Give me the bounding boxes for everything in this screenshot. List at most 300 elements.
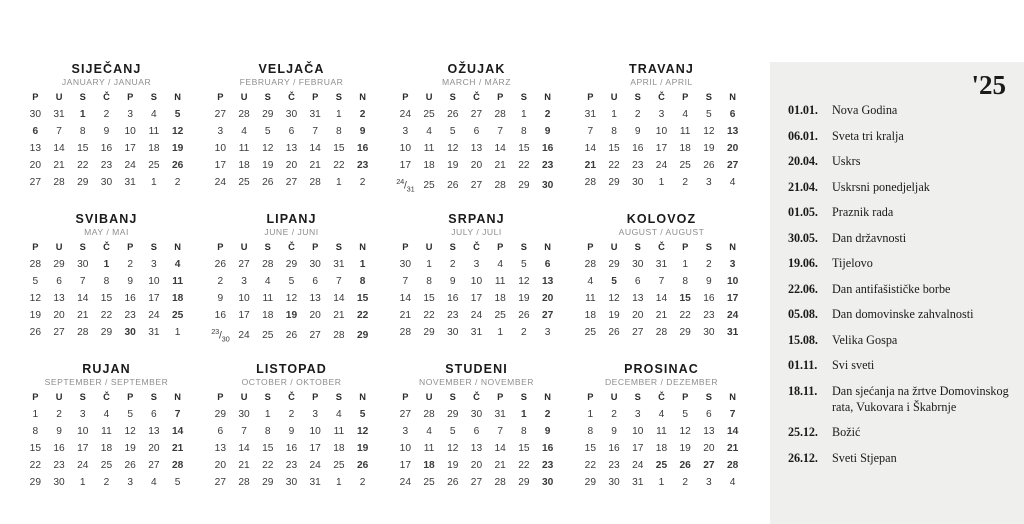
day-cell[interactable]: 4 <box>682 108 688 120</box>
day-cell[interactable]: 22 <box>423 310 435 322</box>
day-cell[interactable]: 2 <box>174 177 181 189</box>
day-cell[interactable]: 31 <box>309 108 321 120</box>
day-cell[interactable]: 24 <box>148 310 160 322</box>
day-cell[interactable]: 25 <box>148 160 160 172</box>
day-cell[interactable]: 8 <box>426 275 432 287</box>
day-cell[interactable]: 26 <box>608 327 620 339</box>
day-cell[interactable]: 28 <box>238 477 250 489</box>
day-cell[interactable]: 19 <box>608 310 620 322</box>
day-cell[interactable]: 11 <box>101 425 112 437</box>
day-cell[interactable]: 19 <box>679 442 691 454</box>
day-cell[interactable]: 2 <box>611 408 617 420</box>
day-cell[interactable]: 18 <box>148 142 160 154</box>
day-cell[interactable]: 25 <box>100 460 113 472</box>
day-cell[interactable]: 11 <box>656 425 667 437</box>
day-cell[interactable]: 5 <box>706 108 712 120</box>
day-cell[interactable]: 1 <box>103 258 110 270</box>
day-cell[interactable]: 24 <box>632 460 644 472</box>
day-cell[interactable]: 22 <box>77 160 89 172</box>
day-cell[interactable]: 30 <box>309 258 321 270</box>
day-cell[interactable]: 16 <box>608 442 620 454</box>
day-cell[interactable]: 4 <box>174 258 181 270</box>
day-cell[interactable]: 26 <box>124 460 136 472</box>
day-cell[interactable]: 3 <box>402 125 409 137</box>
day-cell[interactable]: 23 <box>608 460 620 472</box>
day-cell[interactable]: 12 <box>262 142 274 154</box>
day-cell[interactable]: 19 <box>703 142 715 154</box>
day-cell[interactable]: 13 <box>726 125 739 137</box>
day-cell[interactable]: 21 <box>309 160 321 172</box>
day-cell[interactable]: 6 <box>32 125 39 137</box>
day-cell[interactable]: 25 <box>238 177 250 189</box>
day-cell[interactable]: 10 <box>77 425 89 437</box>
day-cell[interactable]: 30 <box>541 180 554 192</box>
day-cell[interactable]: 27 <box>726 160 739 172</box>
day-cell[interactable]: 28 <box>29 258 42 270</box>
day-cell[interactable]: 28 <box>584 177 597 189</box>
day-cell[interactable]: 16 <box>53 442 65 454</box>
day-cell[interactable]: 31 <box>584 108 597 120</box>
day-cell[interactable]: 17 <box>77 442 89 454</box>
day-cell[interactable]: 25 <box>262 330 274 342</box>
day-cell[interactable]: 9 <box>544 125 551 137</box>
day-cell[interactable]: 31 <box>53 108 65 120</box>
day-cell[interactable]: 8 <box>336 125 342 137</box>
day-cell[interactable]: 23 <box>100 160 113 172</box>
day-cell[interactable]: 23 <box>285 460 298 472</box>
day-cell[interactable]: 1 <box>336 477 342 489</box>
day-cell[interactable]: 19 <box>124 442 136 454</box>
day-cell[interactable]: 22 <box>518 460 530 472</box>
day-cell[interactable]: 8 <box>682 275 688 287</box>
day-cell[interactable]: 20 <box>285 160 298 172</box>
day-cell[interactable]: 22 <box>100 310 113 322</box>
day-cell[interactable]: 12 <box>124 425 136 437</box>
day-cell[interactable]: 27 <box>148 460 160 472</box>
day-cell[interactable]: 28 <box>494 180 506 192</box>
day-cell[interactable]: 30 <box>53 477 65 489</box>
day-cell[interactable]: 8 <box>359 275 366 287</box>
day-cell[interactable]: 22 <box>356 310 369 322</box>
day-cell[interactable]: 12 <box>171 125 184 137</box>
day-cell[interactable]: 8 <box>521 125 527 137</box>
day-cell[interactable]: 22 <box>333 160 345 172</box>
day-cell[interactable]: 14 <box>77 292 89 304</box>
day-cell[interactable]: 1 <box>521 408 527 420</box>
day-cell[interactable]: 6 <box>56 275 62 287</box>
day-cell[interactable]: 10 <box>632 425 644 437</box>
day-cell[interactable]: 20 <box>148 442 160 454</box>
day-cell[interactable]: 20 <box>703 442 715 454</box>
day-cell[interactable]: 20 <box>214 460 227 472</box>
day-cell[interactable]: 8 <box>103 275 110 287</box>
day-cell[interactable]: 28 <box>77 327 89 339</box>
day-cell[interactable]: 2 <box>359 108 366 120</box>
day-cell[interactable]: 29 <box>262 477 274 489</box>
day-cell[interactable]: 28 <box>53 177 65 189</box>
day-cell[interactable]: 24 <box>655 160 668 172</box>
day-cell[interactable]: 10 <box>238 292 250 304</box>
day-cell[interactable]: 29 <box>356 330 369 342</box>
day-cell[interactable]: 11 <box>172 275 183 287</box>
day-cell[interactable]: 24 <box>726 310 739 322</box>
day-cell[interactable]: 11 <box>423 442 435 454</box>
day-cell[interactable]: 7 <box>174 408 181 420</box>
day-cell[interactable]: 2 <box>359 477 366 489</box>
day-cell[interactable]: 6 <box>217 425 224 437</box>
day-cell[interactable]: 28 <box>423 408 435 420</box>
day-cell[interactable]: 20 <box>29 160 42 172</box>
day-cell[interactable]: 7 <box>241 425 247 437</box>
day-cell[interactable]: 20 <box>726 142 739 154</box>
day-cell[interactable]: 30 <box>399 258 412 270</box>
day-cell[interactable]: 5 <box>449 125 456 137</box>
day-cell[interactable]: 19 <box>356 442 369 454</box>
day-cell[interactable]: 6 <box>544 258 551 270</box>
day-cell[interactable]: 16 <box>447 292 459 304</box>
day-cell[interactable]: 27 <box>238 258 250 270</box>
day-cell[interactable]: 25 <box>679 160 691 172</box>
day-cell[interactable]: 26 <box>447 180 459 192</box>
day-cell[interactable]: 5 <box>611 275 617 287</box>
day-cell[interactable]: 16 <box>100 142 113 154</box>
day-cell[interactable]: 1 <box>336 177 342 189</box>
day-cell[interactable]: 28 <box>333 330 345 342</box>
day-cell[interactable]: 1 <box>497 327 503 339</box>
day-cell[interactable]: 2 <box>127 258 133 270</box>
day-cell[interactable]: 10 <box>309 425 321 437</box>
day-cell[interactable]: 11 <box>494 275 506 287</box>
day-cell[interactable]: 22 <box>262 460 274 472</box>
day-cell[interactable]: 25 <box>655 460 668 472</box>
day-cell[interactable]: 5 <box>264 125 271 137</box>
day-cell[interactable]: 18 <box>100 442 113 454</box>
day-cell[interactable]: 12 <box>285 292 298 304</box>
day-cell[interactable]: 12 <box>447 142 459 154</box>
day-cell[interactable]: 21 <box>171 442 184 454</box>
day-cell[interactable]: 10 <box>148 275 160 287</box>
day-cell[interactable]: 26 <box>171 160 184 172</box>
day-cell[interactable]: 14 <box>584 142 597 154</box>
day-cell[interactable]: 22 <box>29 460 42 472</box>
day-cell[interactable]: 2 <box>217 275 224 287</box>
day-cell[interactable]: 15 <box>518 442 530 454</box>
day-cell[interactable]: 23 <box>124 310 136 322</box>
day-cell[interactable]: 10 <box>124 125 136 137</box>
day-cell[interactable]: 18 <box>171 292 184 304</box>
day-cell[interactable]: 1 <box>32 408 39 420</box>
day-cell[interactable]: 26 <box>518 310 530 322</box>
day-cell[interactable]: 22 <box>584 460 597 472</box>
day-cell[interactable]: 21 <box>77 310 89 322</box>
day-cell[interactable]: 29 <box>214 408 227 420</box>
day-cell[interactable]: 8 <box>32 425 39 437</box>
day-cell[interactable]: 15 <box>679 292 691 304</box>
day-cell[interactable]: 1 <box>426 258 432 270</box>
day-cell[interactable]: 10 <box>214 142 227 154</box>
day-cell[interactable]: 7 <box>497 425 503 437</box>
day-cell[interactable]: 20 <box>53 310 65 322</box>
day-cell[interactable]: 21 <box>655 310 668 322</box>
day-cell[interactable]: 17 <box>124 142 136 154</box>
day-cell[interactable]: 13 <box>470 142 483 154</box>
day-cell[interactable]: 19 <box>447 160 459 172</box>
day-cell[interactable]: 13 <box>470 442 483 454</box>
day-cell[interactable]: 28 <box>655 327 668 339</box>
day-cell[interactable]: 6 <box>473 425 480 437</box>
day-cell[interactable]: 30 <box>238 408 250 420</box>
day-cell[interactable]: 17 <box>632 442 644 454</box>
day-cell[interactable]: 17 <box>148 292 160 304</box>
day-cell[interactable]: 24 <box>124 160 136 172</box>
day-cell[interactable]: 26 <box>447 108 459 120</box>
day-cell[interactable]: 9 <box>706 275 712 287</box>
day-cell[interactable]: 30 <box>703 327 715 339</box>
day-cell[interactable]: 3 <box>241 275 247 287</box>
day-cell[interactable]: 22 <box>679 310 691 322</box>
day-cell[interactable]: 24 <box>470 310 483 322</box>
day-cell[interactable]: 13 <box>214 442 227 454</box>
day-cell[interactable]: 19 <box>447 460 459 472</box>
day-cell[interactable]: 31 <box>148 327 160 339</box>
day-cell[interactable]: 20 <box>470 160 483 172</box>
day-cell[interactable]: 16 <box>124 292 136 304</box>
day-cell[interactable]: 26 <box>214 258 227 270</box>
day-cell[interactable]: 12 <box>29 292 42 304</box>
day-cell[interactable]: 1 <box>264 408 271 420</box>
day-cell[interactable]: 9 <box>611 425 617 437</box>
day-cell[interactable]: 8 <box>521 425 527 437</box>
day-cell[interactable]: 25 <box>494 310 506 322</box>
day-cell[interactable]: 30 <box>632 177 644 189</box>
day-cell[interactable]: 19 <box>262 160 274 172</box>
day-cell[interactable]: 31 <box>655 258 668 270</box>
day-cell[interactable]: 8 <box>264 425 271 437</box>
day-cell[interactable]: 31 <box>494 408 506 420</box>
day-cell[interactable]: 5 <box>521 258 527 270</box>
day-cell[interactable]: 13 <box>53 292 65 304</box>
day-cell[interactable]: 4 <box>497 258 503 270</box>
day-cell[interactable]: 27 <box>399 408 412 420</box>
day-cell[interactable]: 11 <box>679 125 691 137</box>
day-cell[interactable]: 11 <box>585 292 596 304</box>
day-cell[interactable]: 15 <box>262 442 274 454</box>
day-cell[interactable]: 31 <box>309 477 321 489</box>
day-cell[interactable]: 25 <box>333 460 345 472</box>
day-cell[interactable]: 6 <box>288 125 295 137</box>
day-cell[interactable]: 8 <box>587 425 594 437</box>
day-cell[interactable]: 2 <box>682 477 688 489</box>
day-cell[interactable]: 24 <box>214 177 227 189</box>
day-cell[interactable]: 10 <box>399 442 412 454</box>
day-cell[interactable]: 26 <box>29 327 42 339</box>
day-cell[interactable]: 27 <box>214 477 227 489</box>
day-cell[interactable]: 6 <box>729 108 736 120</box>
day-cell[interactable]: 10 <box>399 142 412 154</box>
day-cell[interactable]: 3 <box>658 108 665 120</box>
day-cell[interactable]: 4 <box>264 275 271 287</box>
day-cell[interactable]: 13 <box>632 292 644 304</box>
day-cell[interactable]: 15 <box>77 142 89 154</box>
day-cell[interactable]: 7 <box>79 275 86 287</box>
day-cell[interactable]: 4 <box>658 408 665 420</box>
day-cell[interactable]: 11 <box>423 142 435 154</box>
day-cell[interactable]: 28 <box>171 460 184 472</box>
day-cell[interactable]: 1 <box>79 108 86 120</box>
day-cell[interactable]: 21 <box>333 310 345 322</box>
day-cell[interactable]: 27 <box>285 177 298 189</box>
day-cell[interactable]: 19 <box>171 142 184 154</box>
day-cell[interactable]: 20 <box>470 460 483 472</box>
day-cell[interactable]: 11 <box>262 292 274 304</box>
day-cell[interactable]: 21 <box>584 160 597 172</box>
day-cell[interactable]: 17 <box>309 442 321 454</box>
day-cell[interactable]: 13 <box>309 292 321 304</box>
day-cell[interactable]: 1 <box>79 477 86 489</box>
day-cell[interactable]: 28 <box>494 108 506 120</box>
day-cell[interactable]: 7 <box>497 125 503 137</box>
day-cell[interactable]: 14 <box>333 292 345 304</box>
day-cell[interactable]: 7 <box>56 125 62 137</box>
day-cell[interactable]: 19 <box>29 310 42 322</box>
day-cell[interactable]: 30 <box>632 258 644 270</box>
day-cell[interactable]: 24 <box>309 460 321 472</box>
day-cell[interactable]: 2 <box>544 108 551 120</box>
day-cell[interactable]: 4 <box>336 408 342 420</box>
day-cell[interactable]: 3 <box>473 258 480 270</box>
day-cell[interactable]: 29 <box>518 180 530 192</box>
day-cell[interactable]: 10 <box>726 275 739 287</box>
day-cell[interactable]: 1 <box>658 177 665 189</box>
day-cell[interactable]: 1 <box>521 108 527 120</box>
day-cell[interactable]: 7 <box>658 275 665 287</box>
day-cell[interactable]: 15 <box>356 292 369 304</box>
day-cell[interactable]: 13 <box>541 275 554 287</box>
day-cell[interactable]: 11 <box>333 425 345 437</box>
day-cell[interactable]: 5 <box>174 108 181 120</box>
day-cell[interactable]: 29 <box>53 258 65 270</box>
day-cell[interactable]: 5 <box>682 408 688 420</box>
day-cell[interactable]: 27 <box>470 477 483 489</box>
day-cell[interactable]: 4 <box>151 108 157 120</box>
day-cell[interactable]: 2 <box>103 108 110 120</box>
day-cell[interactable]: 18 <box>679 142 691 154</box>
day-cell[interactable]: 1 <box>611 108 617 120</box>
day-cell[interactable]: 31 <box>632 477 644 489</box>
day-cell[interactable]: 9 <box>288 425 295 437</box>
day-cell[interactable]: 23 <box>632 160 644 172</box>
day-cell[interactable]: 25 <box>423 477 435 489</box>
day-cell[interactable]: 15 <box>29 442 42 454</box>
day-cell[interactable]: 2 <box>449 258 456 270</box>
day-cell[interactable]: 17 <box>655 142 668 154</box>
day-cell[interactable]: 2 <box>103 477 110 489</box>
day-cell[interactable]: 21 <box>53 160 65 172</box>
day-cell[interactable]: 5 <box>359 408 366 420</box>
day-cell[interactable]: 13 <box>703 425 715 437</box>
day-cell[interactable]: 17 <box>399 160 412 172</box>
day-cell[interactable]: 1 <box>151 177 157 189</box>
day-cell[interactable]: 17 <box>214 160 227 172</box>
day-cell[interactable]: 17 <box>726 292 739 304</box>
day-cell[interactable]: 21 <box>726 442 739 454</box>
day-cell[interactable]: 21 <box>494 460 506 472</box>
day-cell[interactable]: 6 <box>706 408 712 420</box>
day-cell[interactable]: 28 <box>726 460 739 472</box>
day-cell[interactable]: 27 <box>309 330 321 342</box>
day-cell[interactable]: 18 <box>655 442 668 454</box>
day-cell[interactable]: 1 <box>359 258 366 270</box>
day-cell[interactable]: 12 <box>356 425 369 437</box>
day-cell[interactable]: 4 <box>103 408 110 420</box>
day-cell[interactable]: 2 <box>56 408 62 420</box>
day-cell[interactable]: 27 <box>470 180 483 192</box>
day-cell[interactable]: 1 <box>336 108 342 120</box>
day-cell[interactable]: 14 <box>494 142 506 154</box>
day-cell[interactable]: 30 <box>470 408 483 420</box>
day-cell[interactable]: 5 <box>32 275 39 287</box>
day-cell[interactable]: 16 <box>703 292 715 304</box>
day-cell[interactable]: 3 <box>544 327 551 339</box>
day-cell[interactable]: 26 <box>356 460 369 472</box>
day-cell[interactable]: $^{23}/_{30}$ <box>211 327 230 344</box>
day-cell[interactable]: 14 <box>494 442 506 454</box>
day-cell[interactable]: 29 <box>608 177 620 189</box>
day-cell[interactable]: 2 <box>706 258 712 270</box>
day-cell[interactable]: 1 <box>658 477 665 489</box>
day-cell[interactable]: 28 <box>309 177 321 189</box>
day-cell[interactable]: 30 <box>608 477 620 489</box>
day-cell[interactable]: 23 <box>356 160 369 172</box>
day-cell[interactable]: 29 <box>608 258 620 270</box>
day-cell[interactable]: 14 <box>655 292 668 304</box>
day-cell[interactable]: 14 <box>238 442 250 454</box>
day-cell[interactable]: 30 <box>285 477 298 489</box>
day-cell[interactable]: 18 <box>494 292 506 304</box>
day-cell[interactable]: 30 <box>447 327 459 339</box>
day-cell[interactable]: 18 <box>262 310 274 322</box>
day-cell[interactable]: 12 <box>608 292 620 304</box>
day-cell[interactable]: 23 <box>447 310 459 322</box>
day-cell[interactable]: 15 <box>608 142 620 154</box>
day-cell[interactable]: 27 <box>632 327 644 339</box>
day-cell[interactable]: 31 <box>470 327 483 339</box>
day-cell[interactable]: 27 <box>541 310 554 322</box>
day-cell[interactable]: 30 <box>541 477 554 489</box>
day-cell[interactable]: 26 <box>285 330 298 342</box>
day-cell[interactable]: 20 <box>541 292 554 304</box>
day-cell[interactable]: 26 <box>703 160 715 172</box>
day-cell[interactable]: 14 <box>309 142 321 154</box>
day-cell[interactable]: 3 <box>151 258 157 270</box>
day-cell[interactable]: 2 <box>634 108 641 120</box>
day-cell[interactable]: 22 <box>608 160 620 172</box>
day-cell[interactable]: 15 <box>518 142 530 154</box>
day-cell[interactable]: 30 <box>100 177 113 189</box>
day-cell[interactable]: 26 <box>679 460 691 472</box>
day-cell[interactable]: 3 <box>729 258 736 270</box>
day-cell[interactable]: 25 <box>423 180 435 192</box>
day-cell[interactable]: 4 <box>729 177 736 189</box>
day-cell[interactable]: 5 <box>127 408 133 420</box>
day-cell[interactable]: 30 <box>29 108 42 120</box>
day-cell[interactable]: 29 <box>77 177 89 189</box>
day-cell[interactable]: 25 <box>171 310 184 322</box>
day-cell[interactable]: 7 <box>587 125 594 137</box>
day-cell[interactable]: 7 <box>729 408 736 420</box>
day-cell[interactable]: 29 <box>447 408 459 420</box>
day-cell[interactable]: 30 <box>285 108 298 120</box>
